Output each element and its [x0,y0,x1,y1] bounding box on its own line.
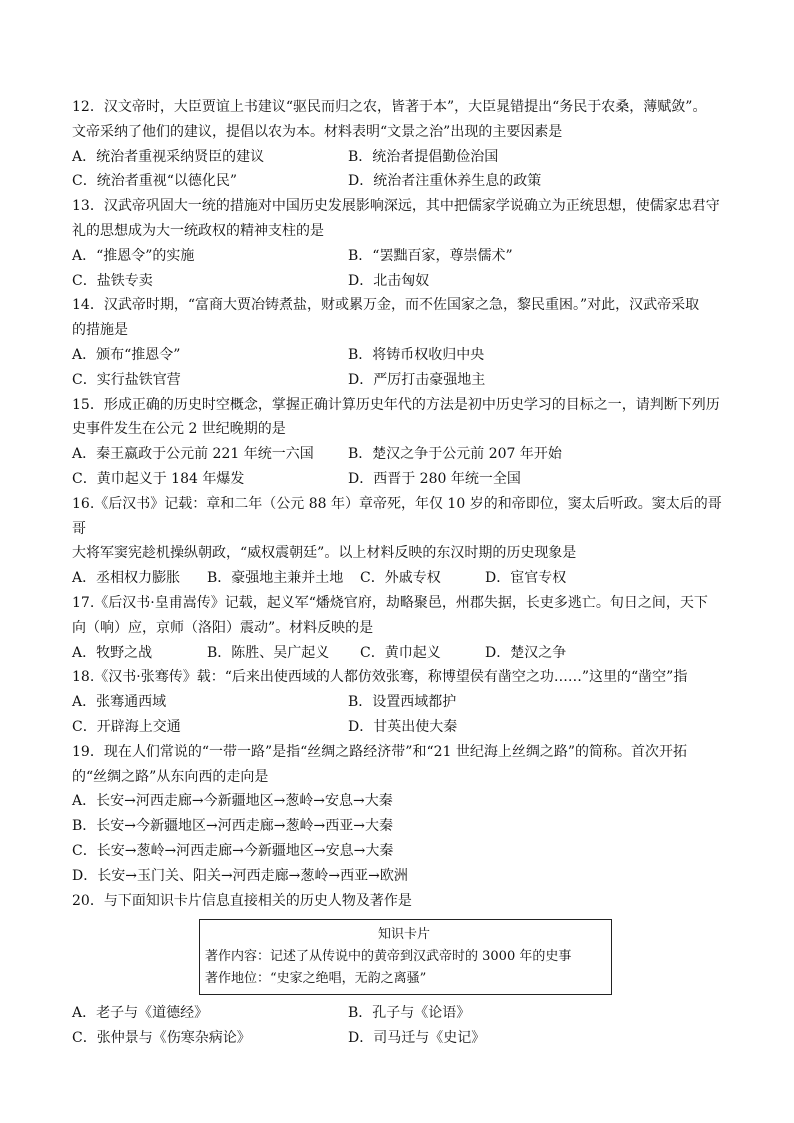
option-a: A．丞相权力膨胀 [72,570,181,587]
question-18 [72,665,722,739]
question-13 [72,194,722,293]
question-stem-line: 13．汉武帝巩固大一统的措施对中国历史发展影响深远，其中把儒家学说确立为正统思想，使儒家忠君守 [72,198,720,215]
option-b: B．长安→今新疆地区→河西走廊→葱岭→西亚→大秦 [72,818,393,835]
question-stem-line: 礼的思想成为大一统政权的精神支柱的是 [72,222,324,239]
option-a: A．牧野之战 [72,644,153,661]
option-list [72,1001,722,1051]
option-c: C．开辟海上交通 [72,718,181,735]
option-list [72,690,722,740]
question-stem-line: 12．汉文帝时，大臣贾谊上书建议“驱民而归之农，皆著于本”，大臣晁错提出“务民于农桑，薄赋敛”。 [72,99,707,115]
option-list [72,145,722,195]
question-stem-line: 20．与下面知识卡片信息直接相关的历史人物及著作是 [72,892,412,909]
option-c: C．统治者重视“以德化民” [72,173,238,190]
option-c: C．长安→葱岭→河西走廊→今新疆地区→安息→大秦 [72,842,394,859]
option-b: B．孔子与《论语》 [348,1005,471,1022]
question-15 [72,393,722,492]
option-a: A．长安→河西走廊→今新疆地区→葱岭→安息→大秦 [72,793,393,810]
option-b: B．设置西域都护 [348,694,457,711]
option-d: D．严厉打击豪强地主 [348,371,486,388]
question-20 [72,889,722,1051]
question-14 [72,293,722,392]
question-stem-line: 18.《汉书·张骞传》载：“后来出使西域的人都仿效张骞，称博望侯有凿空之功……”这里的“凿空”指 [72,669,688,686]
exam-page [72,95,722,1051]
question-stem-line: 的措施是 [72,322,128,339]
knowledge-card-title: 知识卡片 [377,927,430,943]
option-c: C．黄巾起义 [360,644,441,661]
option-d: D．司马迁与《史记》 [348,1030,486,1047]
option-list [72,442,722,492]
option-a: A．秦王嬴政于公元前 221 年统一六国 [72,446,314,463]
option-a: A．张骞通西域 [72,694,167,711]
option-c: C．实行盐铁官营 [72,371,181,388]
question-stem-line: 文帝采纳了他们的建议，提倡以农为本。材料表明“文景之治”出现的主要因素是 [72,123,563,140]
option-c: C．盐铁专卖 [72,272,153,289]
question-stem-line: 的“丝绸之路”从东向西的走向是 [72,768,269,785]
question-stem-line: 16.《后汉书》记载：章和二年（公元 88 年）章帝死，年仅 10 岁的和帝即位，窦太后听政。窦太后的哥哥 [72,495,722,537]
option-b: B．楚汉之争于公元前 207 年开始 [348,446,562,463]
option-b: B．陈胜、吴广起义 [207,644,330,661]
option-d: D．统治者注重休养生息的政策 [348,173,542,190]
option-list [72,789,722,888]
option-d: D．北击匈奴 [348,272,430,289]
option-b: B．统治者提倡勤俭治国 [348,148,499,165]
option-d: D．宦官专权 [485,570,567,587]
option-a: A．统治者重视采纳贤臣的建议 [72,148,265,165]
option-d: D．楚汉之争 [485,644,567,661]
question-stem-line: 大将军窦宪趁机操纵朝政，“威权震朝廷”。以上材料反映的东汉时期的历史现象是 [72,545,577,562]
question-stem-line: 向（响）应，京师（洛阳）震动”。材料反映的是 [72,619,374,636]
question-12 [72,95,722,194]
question-16 [72,492,722,591]
option-c: C．张仲景与《伤寒杂病论》 [72,1030,251,1047]
knowledge-card-status: 著作地位：“史家之绝唱，无韵之离骚” [205,971,427,987]
knowledge-card [199,919,612,995]
question-stem-line: 19．现在人们常说的“一带一路”是指“丝绸之路经济带”和“21 世纪海上丝绸之路”的简称。首次开拓 [72,743,688,760]
question-17 [72,591,722,665]
option-b: B．豪强地主兼并土地 [207,570,344,587]
option-c: C．外戚专权 [360,570,441,587]
option-d: D．西晋于 280 年统一全国 [348,470,521,487]
question-stem-line: 14．汉武帝时期，“富商大贾冶铸煮盐，财或累万金，而不佐国家之急，黎民重困。”对此，汉武帝采取 [72,297,700,314]
option-list [72,566,722,591]
option-list [72,244,722,294]
option-a: A．颁布“推恩令” [72,346,181,363]
option-c: C．黄巾起义于 184 年爆发 [72,470,245,487]
option-a: A．“推恩令”的实施 [72,247,195,264]
option-a: A．老子与《道德经》 [72,1005,209,1022]
knowledge-card-content: 著作内容：记述了从传说中的黄帝到汉武帝时的 3000 年的史事 [205,949,572,965]
option-b: B．将铸币权收归中央 [348,346,485,363]
question-19 [72,740,722,889]
option-list [72,343,722,393]
option-b: B．“罢黜百家，尊崇儒术” [348,247,513,264]
question-stem-line: 史事件发生在公元 2 世纪晚期的是 [72,421,286,438]
option-list [72,641,722,666]
option-d: D．长安→玉门关、阳关→河西走廊→葱岭→西亚→欧洲 [72,867,408,884]
question-stem-line: 15．形成正确的历史时空概念，掌握正确计算历史年代的方法是初中历史学习的目标之一，请判断下列历 [72,396,720,413]
option-d: D．甘英出使大秦 [348,718,458,735]
question-stem-line: 17.《后汉书·皇甫嵩传》记载，起义军“燔烧官府，劫略聚邑，州郡失据，长吏多逃亡。旬日之间，天下 [72,594,708,611]
